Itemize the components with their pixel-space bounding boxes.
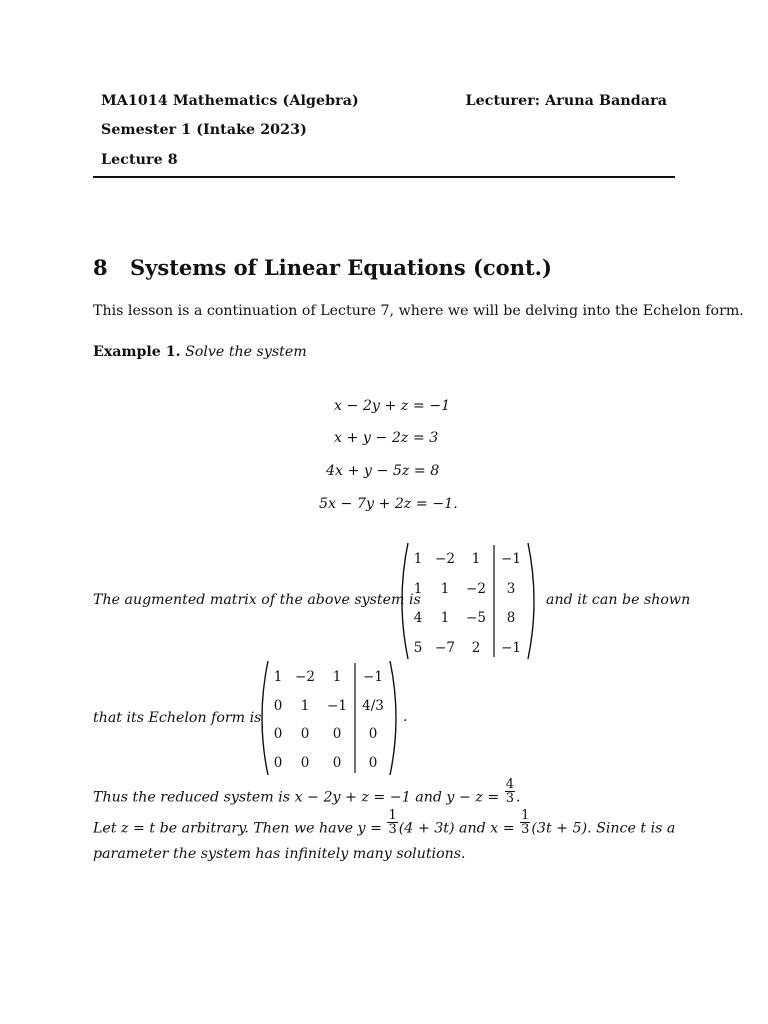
- fraction-numerator: 4: [505, 777, 515, 792]
- echelon-cell: −2: [295, 669, 315, 685]
- y-expression: (4 + 3t): [398, 820, 455, 837]
- equation-1: x − 2y + z = −1: [334, 398, 451, 414]
- echelon-cell: 0: [273, 726, 283, 742]
- equation-3: 4x + y − 5z = 8: [326, 463, 440, 479]
- lecturer-name: Lecturer: Aruna Bandara: [465, 93, 667, 109]
- intro-paragraph: This lesson is a continuation of Lecture 7, where we will be delving into the Echelon form.: [93, 303, 744, 319]
- augmented-cell: 3: [506, 580, 516, 597]
- lecture-number: Lecture 8: [101, 152, 178, 168]
- example-prompt: Solve the system: [185, 344, 307, 360]
- echelon-cell: −1: [327, 697, 347, 714]
- augmented-cell: 1: [471, 551, 481, 567]
- augmented-cell: −1: [501, 639, 521, 656]
- augmented-trailing-text: and it can be shown: [546, 592, 691, 608]
- section-heading: [93, 255, 552, 280]
- echelon-cell: 0: [332, 726, 342, 742]
- fraction-denominator: 3: [521, 822, 530, 837]
- letz-end: Since t is a: [591, 820, 676, 837]
- echelon-cell: 0: [332, 754, 342, 771]
- reduced-end: .: [516, 789, 521, 806]
- course-title: MA1014 Mathematics (Algebra): [101, 93, 359, 109]
- augmented-cell: 1: [440, 610, 450, 626]
- echelon-cell: 0: [368, 726, 378, 742]
- reduced-text: Thus the reduced system is x − 2y + z = −1 and y − z =: [93, 789, 504, 806]
- example-label: Example 1.: [93, 344, 181, 360]
- letz-text: Let z = t be arbitrary. Then we have y =: [93, 820, 387, 837]
- echelon-period: .: [403, 709, 408, 725]
- equation-4: 5x − 7y + 2z = −1.: [319, 496, 458, 512]
- augmented-cell: 5: [413, 639, 423, 656]
- augmented-cell: −2: [466, 580, 486, 597]
- echelon-cell: 1: [300, 697, 310, 714]
- augmented-cell: 1: [413, 580, 423, 597]
- echelon-cell: 0: [273, 754, 283, 771]
- echelon-cell: 4/3: [362, 697, 384, 714]
- fraction-x-third: [520, 809, 530, 836]
- conclusion-sentence: parameter the system has infinitely many solutions.: [93, 846, 466, 862]
- augmented-cell: 4: [413, 610, 423, 626]
- echelon-cell: 0: [273, 697, 283, 714]
- fraction-y-third: [387, 809, 397, 836]
- augmented-cell: 8: [506, 610, 516, 626]
- echelon-cell: 1: [332, 669, 342, 685]
- augmented-right-paren: [528, 543, 534, 659]
- example-heading: [93, 344, 307, 360]
- header-divider: [93, 176, 675, 178]
- augmented-cell: −7: [435, 639, 455, 656]
- echelon-cell: 0: [300, 754, 310, 771]
- section-number: 8: [93, 255, 108, 280]
- echelon-intro-text: that its Echelon form is: [93, 710, 262, 726]
- fraction-denominator: 3: [505, 791, 515, 806]
- augmented-matrix: [398, 541, 538, 661]
- echelon-cell: 0: [300, 726, 310, 742]
- augmented-cell: −2: [435, 551, 455, 567]
- augmented-intro-text: The augmented matrix of the above system is: [93, 592, 421, 608]
- augmented-cell: −5: [466, 610, 486, 626]
- semester-label: Semester 1 (Intake 2023): [101, 122, 307, 138]
- augmented-cell: 1: [440, 580, 450, 597]
- augmented-cell: 2: [471, 639, 481, 656]
- section-title: Systems of Linear Equations (cont.): [130, 255, 552, 280]
- fraction-numerator: 1: [388, 808, 397, 823]
- fraction-numerator: 1: [521, 808, 530, 823]
- parametrization-sentence: [93, 808, 676, 842]
- echelon-cell: −1: [363, 669, 383, 685]
- letz-mid: and x =: [454, 820, 520, 837]
- fraction-denominator: 3: [388, 822, 397, 837]
- reduced-system-sentence: [93, 777, 521, 811]
- augmented-cell: −1: [501, 551, 521, 567]
- augmented-cell: 1: [413, 551, 423, 567]
- echelon-right-paren: [390, 661, 396, 775]
- equation-2: x + y − 2z = 3: [334, 430, 439, 446]
- echelon-matrix: [258, 659, 400, 777]
- x-expression: (3t + 5).: [531, 820, 592, 837]
- echelon-cell: 0: [368, 754, 378, 771]
- fraction-four-thirds: [505, 778, 515, 805]
- echelon-cell: 1: [273, 669, 283, 685]
